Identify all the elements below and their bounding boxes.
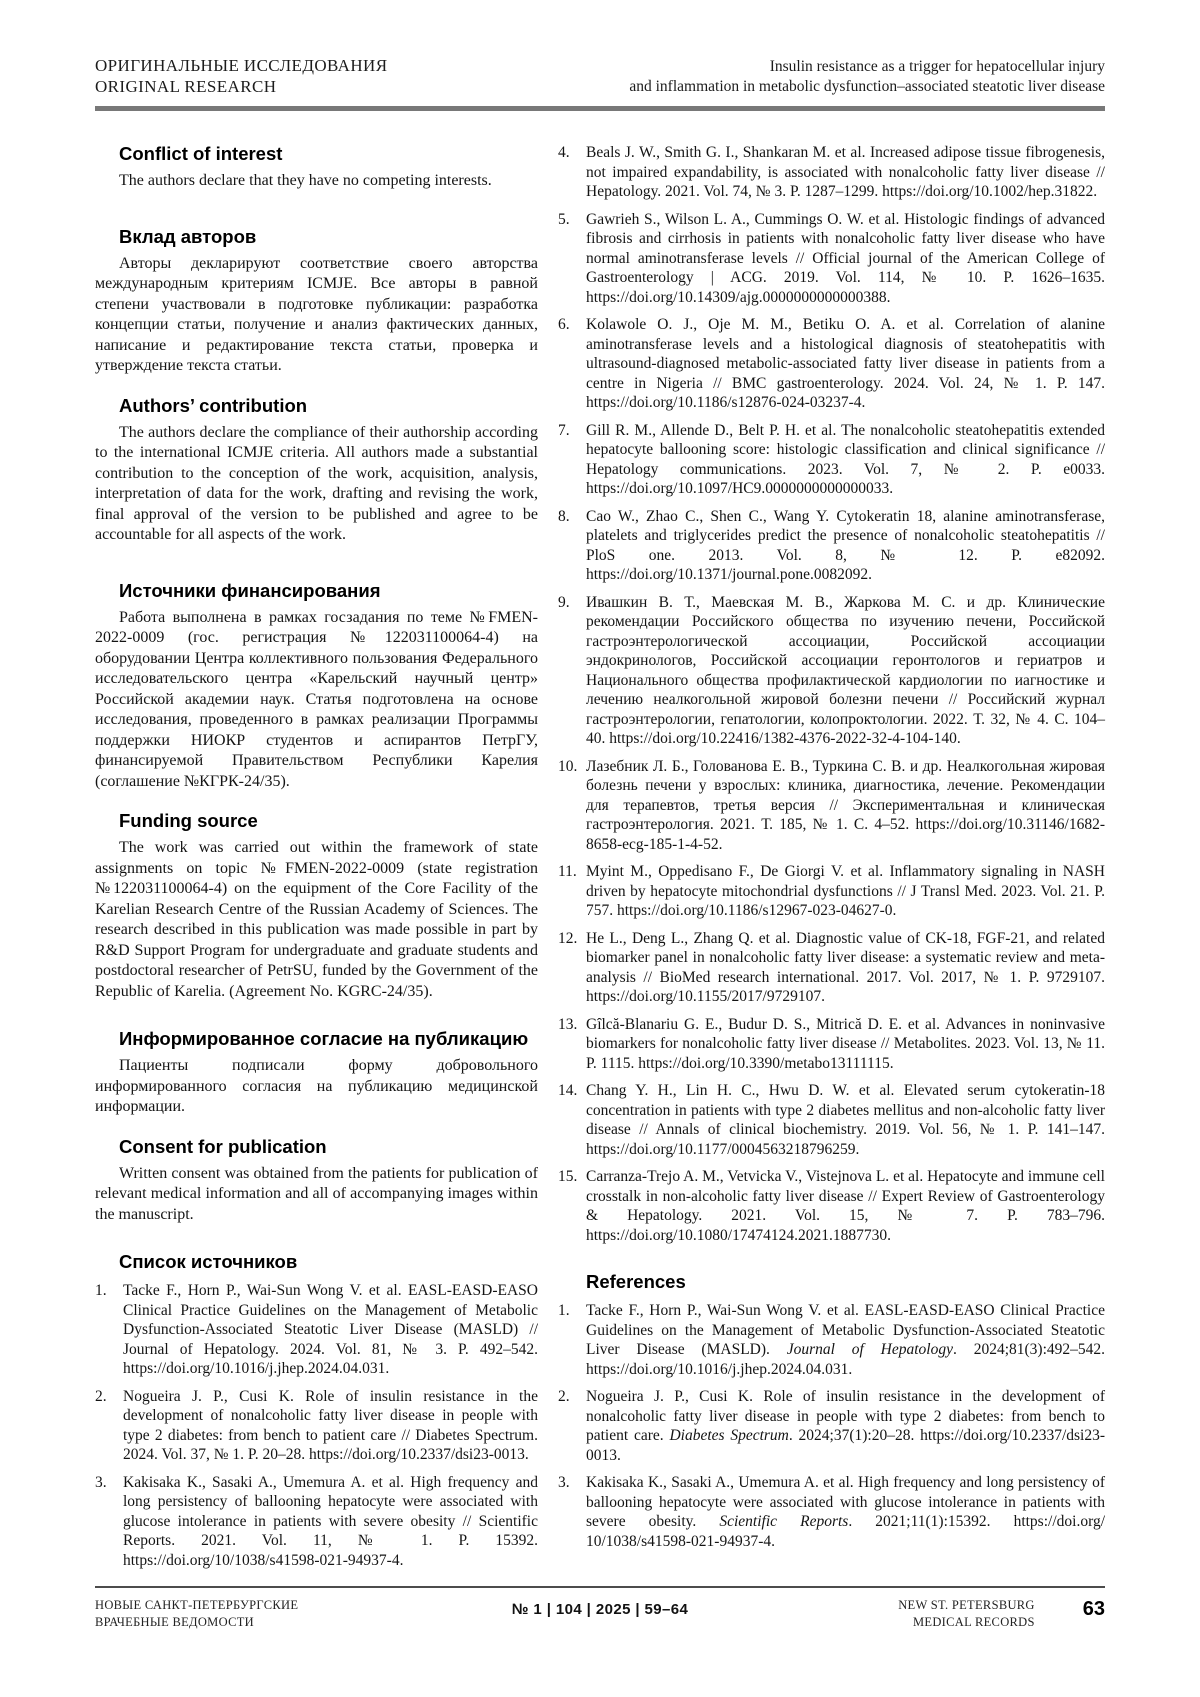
reference-text: Tacke F., Horn P., Wai-Sun Wong V. et al. EASL-EASD-EASO Clinical Practice Guidelines on the Management of Metabolic Dysfunction-Associated Steatotic Liver Disease (MASLD) // Journal of Hepatology. 2024. Vol. 81, № 3. P. 492–542. https://doi.org/10.1016/j.jhep.2024.04.031. (123, 1282, 538, 1378)
reference-list-ru-part2 (558, 143, 1105, 1245)
footer-issue-info: № 1 | 104 | 2025 | 59–64 (511, 1601, 689, 1618)
reference-item (558, 421, 1105, 499)
paragraph-consent-ru: Пациенты подписали форму добровольного информированного согласия на публикацию медицинской информации. (95, 1057, 538, 1116)
reference-item (558, 929, 1105, 1007)
reference-journal-name: Journal of Hepatology (786, 1341, 953, 1359)
reference-item (558, 1473, 1105, 1551)
heading-authors-contribution: Authors’ contribution (119, 394, 308, 416)
page-footer (95, 1586, 1105, 1631)
running-title-line2: and inflammation in metabolic dysfunction–associated steatotic liver disease (629, 78, 1105, 96)
reference-text-before: Nogueira J. P., Cusi K. Role of insulin resistance in the development of nonalcoholic fatty liver disease in people with type 2 diabetes: from bench to patient care. (586, 1388, 1105, 1445)
reference-text-after: . 2024;37(1):20–28. https://doi.org/10.2337/dsi23-0013. (586, 1427, 1106, 1464)
reference-text: Лазебник Л. Б., Голованова Е. В., Туркина С. В. и др. Неалкогольная жировая болезнь печени у взрослых: клиника, диагностика, лечение. Рекомендации для терапевтов, третья версия // Экспериментальная и клиническая гастроэнтерология. 2021. Т. 185, № 1. С. 4–52. https://doi.org/10.31146/1682-8658-ecg-185-1-4-52. (586, 757, 1105, 853)
paragraph-funding-ru: Работа выполнена в рамках госзадания по теме №FMEN-2022-0009 (гос. регистрация №122031100064-4) на оборудовании Центра коллективного пользования Федерального исследовательского центра «Карельский научный центр» Российской академии наук. Статья подготовлена на основе исследования, проведенного в рамках реализации Программы поддержки НИОКР студентов и аспирантов ПетрГУ, финансируемой Правительством Республики Карелия (соглашение №КГРК-24/35). (95, 608, 538, 790)
paragraph-funding-source: The work was carried out within the framework of state assignments on topic №FMEN-2022-0009 (state registration №122031100064-4) on the equipment of the Core Facility of the Karelian Research Centre of the Russian Academy of Sciences. The research described in this publication was made possible in part by R&D Support Program for undergraduate and graduate students and postdoctoral researcher of PetrSU, funded by the Government of the Republic of Karelia. (Agreement No. KGRC-24/35). (95, 839, 538, 1000)
paragraph-vklad-avtorov: Авторы декларируют соответствие своего авторства международным критериям ICMJE. Все авторы в равной степени участвовали в подготовке публикации: разработка концепции статьи, получение и анализ фактических данных, написание и редактирование текста статьи, проверка и утверждение текста статьи. (95, 254, 538, 375)
reference-text: Chang Y. H., Lin H. C., Hwu D. W. et al. Elevated serum cytokeratin-18 concentration in patients with type 2 diabetes mellitus and non-alcoholic fatty liver disease // Annals of clinical biochemistry. 2019. Vol. 56, № 1. P. 141–147. https://doi.org/10.1177/0004563218796259. (586, 1082, 1105, 1158)
page-number: 63 (1082, 1598, 1105, 1620)
heading-spisok-istochnikov: Список источников (119, 1251, 298, 1273)
reference-number: 8. (558, 507, 570, 525)
heading-conflict-of-interest: Conflict of interest (119, 143, 283, 165)
reference-item (95, 1473, 538, 1571)
reference-number: 6. (558, 316, 570, 334)
reference-item (95, 1387, 538, 1465)
footer-journal-en (898, 1597, 1035, 1631)
footer-right-block (805, 1597, 1105, 1631)
reference-item (558, 210, 1105, 308)
reference-number: 3. (95, 1473, 107, 1491)
paragraph-conflict-of-interest: The authors declare that they have no competing interests. (119, 172, 492, 190)
reference-item (558, 593, 1105, 749)
reference-number: 9. (558, 593, 570, 611)
reference-number: 2. (95, 1387, 107, 1405)
reference-text (586, 1301, 1105, 1379)
reference-number: 15. (558, 1168, 578, 1186)
reference-number: 13. (558, 1015, 578, 1033)
reference-item (558, 1167, 1105, 1245)
reference-number: 2. (558, 1388, 570, 1406)
reference-item (558, 1387, 1105, 1465)
reference-text: Kakisaka K., Sasaki A., Umemura A. et al. High frequency and long persistency of ballooning hepatocyte were associated with glucose intolerance in patients with severe obesity // Scientific Reports. 2021. Vol. 11, № 1. P. 15392. https://doi.org/10/1038/s41598-021-94937-4. (123, 1473, 538, 1569)
right-column (558, 143, 1105, 1570)
reference-text: Beals J. W., Smith G. I., Shankaran M. et al. Increased adipose tissue fibrogenesis, not impaired expandability, is associated with nonalcoholic fatty liver disease // Hepatology. 2021. Vol. 74, № 3. P. 1287–1299. https://doi.org/10.1002/hep.31822. (586, 144, 1105, 201)
header-rule (95, 106, 1105, 111)
reference-item (558, 507, 1105, 585)
reference-text (586, 1473, 1105, 1551)
heading-funding-ru: Источники финансирования (119, 579, 381, 601)
section-label (95, 56, 387, 97)
reference-text-after: . 2024;81(3):492–542. https://doi.org/10.1016/j.jhep.2024.04.031. (586, 1341, 1106, 1378)
reference-number: 5. (558, 210, 570, 228)
running-title-line1: Insulin resistance as a trigger for hepatocellular injury (769, 58, 1105, 76)
left-column (95, 143, 538, 1570)
footer-rule (95, 1586, 1105, 1588)
section-label-en: ORIGINAL RESEARCH (95, 76, 277, 96)
reference-text: Carranza-Trejo A. M., Vetvicka V., Vistejnova L. et al. Hepatocyte and immune cell crosstalk in non-alcoholic fatty liver disease // Expert Review of Gastroenterology & Hepatology. 2021. Vol. 15, № 7. P. 783–796. https://doi.org/10.1080/17474124.2021.1887730. (586, 1168, 1105, 1244)
heading-consent-ru: Информированное согласие на публикацию (119, 1028, 529, 1050)
paragraph-consent-for-publication: Written consent was obtained from the patients for publication of relevant medical information and all of accompanying images within the manuscript. (95, 1164, 538, 1223)
reference-item (95, 1281, 538, 1379)
footer-journal-en-line2: MEDICAL RECORDS (912, 1614, 1035, 1629)
running-title (629, 57, 1105, 97)
footer-journal-ru-line2: ВРАЧЕБНЫЕ ВЕДОМОСТИ (95, 1614, 254, 1629)
heading-references-en: References (586, 1271, 686, 1293)
reference-text: Gill R. M., Allende D., Belt P. H. et al. The nonalcoholic steatohepatitis extended hepatocyte ballooning score: histologic classification and clinical significance // Hepatology communications. 2023. Vol. 7, № 2. P. e0033. https://doi.org/10.1097/HC9.0000000000000033. (586, 421, 1105, 498)
footer-journal-ru-line1: НОВЫЕ САНКТ-ПЕТЕРБУРГСКИЕ (95, 1598, 299, 1612)
reference-number: 10. (558, 757, 578, 775)
reference-number: 7. (558, 421, 570, 439)
footer-journal-ru (95, 1597, 395, 1631)
footer-row (95, 1597, 1105, 1631)
reference-number: 1. (558, 1302, 570, 1320)
reference-item (558, 1015, 1105, 1074)
reference-number: 11. (558, 863, 577, 881)
reference-text-before: Kakisaka K., Sasaki A., Umemura A. et al. High frequency and long persistency of ballooning hepatocyte were associated with glucose intolerance in patients with severe obesity. (586, 1474, 1105, 1531)
reference-number: 4. (558, 144, 570, 162)
reference-text: Kolawole O. J., Oje M. M., Betiku O. A. et al. Correlation of alanine aminotransferase levels and a histological diagnosis of steatohepatitis with ultrasound-diagnosed metabolic-associated fatty liver disease in patients from a centre in Nigeria // BMC gastroenterology. 2024. Vol. 24, № 1. P. 147. https://doi.org/10.1186/s12876-024-03237-4. (586, 316, 1105, 412)
reference-list-ru-part1 (95, 1281, 538, 1570)
reference-item (558, 862, 1105, 921)
reference-text: Cao W., Zhao C., Shen C., Wang Y. Cytokeratin 18, alanine aminotransferase, platelets and triglycerides predict the presence of nonalcoholic steatohepatitis // PloS one. 2013. Vol. 8, № 12. P. e82092. https://doi.org/10.1371/journal.pone.0082092. (586, 507, 1105, 584)
reference-journal-name: Scientific Reports (719, 1513, 849, 1531)
reference-number: 3. (558, 1474, 570, 1492)
reference-item (558, 757, 1105, 855)
reference-text: Gîlcă-Blanariu G. E., Budur D. S., Mitrică D. E. et al. Advances in noninvasive biomarkers for nonalcoholic fatty liver disease // Metabolites. 2023. Vol. 13, № 11. P. 1115. https://doi.org/10.3390/metabo13111115. (586, 1015, 1105, 1072)
content-columns (95, 143, 1105, 1570)
reference-item (558, 1301, 1105, 1379)
reference-item (558, 315, 1105, 413)
page-header (95, 56, 1105, 97)
reference-text (586, 1387, 1105, 1465)
reference-text-before: Tacke F., Horn P., Wai-Sun Wong V. et al. EASL-EASD-EASO Clinical Practice Guidelines on the Management of Metabolic Dysfunction-Associated Steatotic Liver Disease (MASLD). (586, 1302, 1105, 1359)
reference-journal-name: Diabetes Spectrum (669, 1427, 789, 1445)
heading-consent-for-publication: Consent for publication (119, 1135, 327, 1157)
reference-text: Gawrieh S., Wilson L. A., Cummings O. W. et al. Histologic findings of advanced fibrosis and cirrhosis in patients with nonalcoholic fatty liver disease who have normal aminotransferase levels // Official journal of the American College of Gastroenterology | ACG. 2019. Vol. 114, № 10. P. 1626–1635. https://doi.org/10.14309/ajg.0000000000000388. (586, 210, 1105, 306)
reference-item (558, 1081, 1105, 1159)
reference-number: 12. (558, 929, 578, 947)
paragraph-authors-contribution: The authors declare the compliance of their authorship according to the international ICMJE criteria. All authors made a substantial contribution to the conception of the work, acquisition, analysis, interpretation of data for the work, drafting and revising the work, final approval of the version to be published and agree to be accountable for all aspects of the work. (95, 423, 538, 544)
footer-journal-en-line1: NEW ST. PETERSBURG (898, 1598, 1035, 1612)
reference-number: 14. (558, 1082, 578, 1100)
reference-text-after: . 2021;11(1):15392. https://doi.org/ 10/1038/s41598-021-94937-4. (586, 1513, 1106, 1550)
reference-number: 1. (95, 1282, 107, 1300)
reference-text: Ивашкин В. Т., Маевская М. В., Жаркова М. С. и др. Клинические рекомендации Российского общества по изучению печени, Российской гастроэнтерологической ассоциации, Российской ассоциации эндокринологов, Российской ассоциации геронтологов и гериатров и Национального общества профилактической кардиологии по иагностике и лечению неалкогольной жировой болезни печени // Российский журнал гастроэнтерологии, гепатологии, колопроктологии. 2022. Т. 32, № 4. С. 104–40. https://doi.org/10.22416/1382-4376-2022-32-4-104-140. (586, 593, 1105, 748)
reference-text: He L., Deng L., Zhang Q. et al. Diagnostic value of CK-18, FGF-21, and related biomarker panel in nonalcoholic fatty liver disease: a systematic review and meta-analysis // BioMed research international. 2017. Vol. 2017, № 1. P. 9729107. https://doi.org/10.1155/2017/9729107. (586, 929, 1105, 1006)
reference-text: Myint M., Oppedisano F., De Giorgi V. et al. Inflammatory signaling in NASH driven by hepatocyte mitochondrial dysfunctions // J Transl Med. 2023. Vol. 21. P. 757. https://doi.org/10.1186/s12967-023-04627-0. (586, 863, 1105, 920)
reference-text: Nogueira J. P., Cusi K. Role of insulin resistance in the development of nonalcoholic fatty liver disease in people with type 2 diabetes: from bench to patient care // Diabetes Spectrum. 2024. Vol. 37, № 1. P. 20–28. https://doi.org/10.2337/dsi23-0013. (123, 1387, 538, 1464)
section-label-ru: ОРИГИНАЛЬНЫЕ ИССЛЕДОВАНИЯ (95, 56, 388, 75)
heading-funding-source: Funding source (119, 810, 258, 832)
reference-item (558, 143, 1105, 202)
heading-vklad-avtorov: Вклад авторов (119, 225, 257, 247)
reference-list-en (558, 1301, 1105, 1551)
